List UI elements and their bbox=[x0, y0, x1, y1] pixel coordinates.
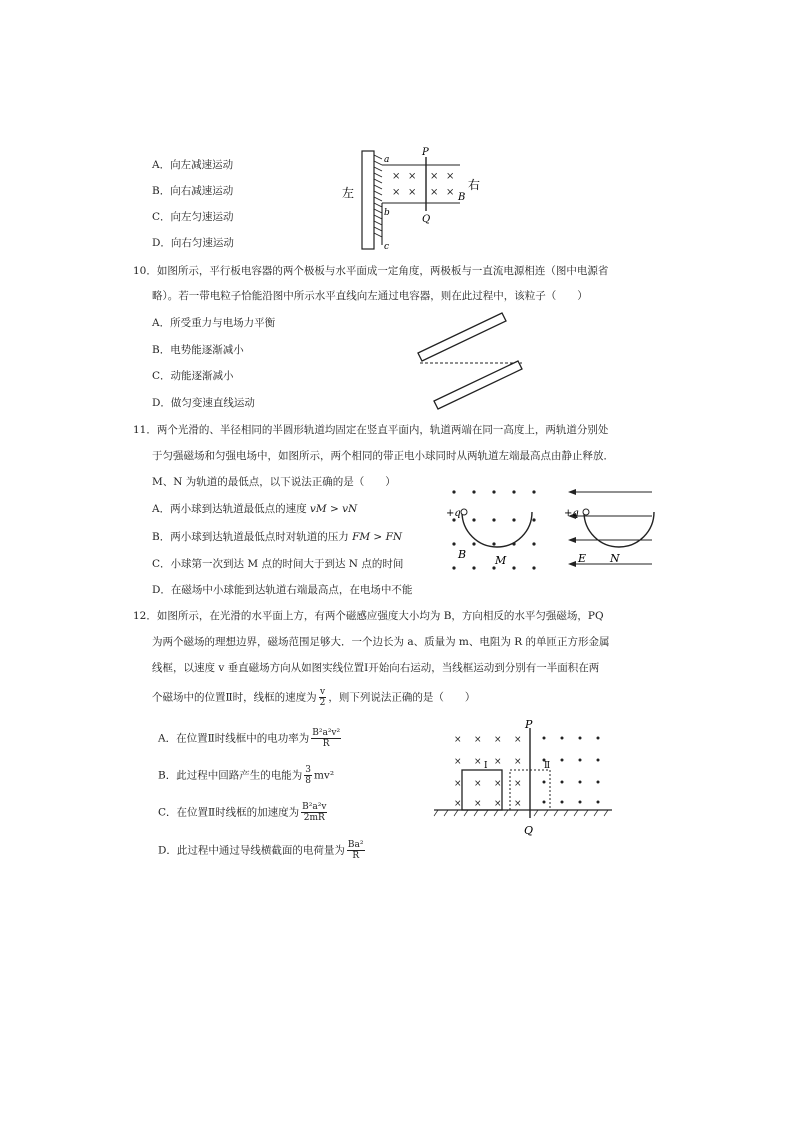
q12-speed-fraction bbox=[319, 687, 327, 708]
label-q-left: +q bbox=[446, 508, 461, 519]
label-left: 左 bbox=[342, 186, 355, 200]
svg-text:×: × bbox=[514, 799, 522, 809]
label-c: c bbox=[384, 242, 390, 252]
q12-option-c-den: 2mR bbox=[303, 813, 325, 823]
q11-figure bbox=[440, 482, 655, 582]
svg-text:×: × bbox=[408, 187, 417, 198]
svg-text:×: × bbox=[430, 187, 439, 198]
q11-option-b-math: FM > FN bbox=[352, 531, 403, 543]
q12-option-d-num: Ba² bbox=[347, 840, 364, 850]
svg-text:×: × bbox=[514, 757, 522, 767]
svg-text:×: × bbox=[454, 799, 462, 809]
svg-text:×: × bbox=[454, 735, 462, 745]
q11-option-a-math: vM > vN bbox=[309, 503, 358, 515]
svg-text:×: × bbox=[474, 779, 482, 789]
q11-option-c: C．小球第一次到达 M 点的时间大于到达 N 点的时间 bbox=[152, 558, 404, 570]
plate-top bbox=[418, 313, 506, 361]
ball-left bbox=[461, 509, 467, 515]
q12-speed-num: v bbox=[319, 687, 326, 697]
q12-option-b-den: 8 bbox=[305, 776, 311, 786]
q9-figure bbox=[340, 145, 500, 255]
q12-option-b-num: 3 bbox=[305, 765, 311, 775]
label-a: a bbox=[384, 155, 390, 165]
svg-text:×: × bbox=[446, 171, 455, 182]
svg-text:×: × bbox=[514, 735, 522, 745]
svg-text:×: × bbox=[494, 799, 502, 809]
label-position-1: Ⅰ bbox=[484, 761, 488, 771]
label-b: b bbox=[384, 208, 390, 218]
ball-right bbox=[583, 509, 589, 515]
label-q: Q bbox=[524, 824, 534, 837]
label-position-2: Ⅱ bbox=[544, 761, 551, 771]
q12-option-b-fraction bbox=[304, 765, 312, 786]
svg-text:×: × bbox=[494, 779, 502, 789]
label-p: P bbox=[525, 718, 533, 731]
q9-option-a: A．向左减速运动 bbox=[152, 159, 234, 171]
q12-option-d-den: R bbox=[352, 851, 360, 861]
q12-stem-line3: 线框，以速度 v 垂直磁场方向从如图实线位置Ⅰ开始向右运动，当线框运动到分别有一半面积在两 bbox=[152, 662, 600, 674]
q11-option-a-text: A．两小球到达轨道最低点的速度 bbox=[152, 503, 310, 515]
q10-stem-line1: 10．如图所示，平行板电容器的两个极板与水平面成一定角度，两极板与一直流电源相连（图中电源省 bbox=[133, 265, 609, 277]
q12-option-b-post: mv² bbox=[313, 769, 335, 782]
q11-option-b-text: B．两小球到达轨道最低点时对轨道的压力 bbox=[152, 531, 353, 543]
q11-option-a bbox=[152, 502, 357, 516]
q12-option-b bbox=[158, 765, 334, 786]
svg-text:×: × bbox=[392, 171, 401, 182]
q9-option-c: C．向左匀速运动 bbox=[152, 211, 234, 223]
svg-text:×: × bbox=[474, 757, 482, 767]
plate-bottom bbox=[434, 361, 522, 409]
field-marks bbox=[392, 171, 454, 198]
q12-option-c bbox=[158, 802, 329, 823]
svg-text:×: × bbox=[430, 171, 439, 182]
q12-option-a-fraction bbox=[311, 728, 341, 749]
q10-option-b: B．电势能逐渐减小 bbox=[152, 344, 244, 356]
q12-speed-den: 2 bbox=[319, 698, 326, 708]
svg-text:×: × bbox=[454, 779, 462, 789]
solenoid-coil bbox=[374, 155, 382, 237]
q9-option-b: B．向右减速运动 bbox=[152, 185, 234, 197]
q12-stem-line2: 为两个磁场的理想边界，磁场范围足够大．一个边长为 a、质量为 m、电阻为 R 的单匝正方形金属 bbox=[152, 636, 610, 648]
svg-text:×: × bbox=[474, 799, 482, 809]
svg-text:×: × bbox=[446, 187, 455, 198]
q12-option-a-text: A．在位置Ⅱ时线框中的电功率为 bbox=[158, 732, 310, 745]
q10-capacitor-figure bbox=[410, 305, 530, 415]
track-electric bbox=[584, 512, 654, 547]
label-m: M bbox=[495, 554, 507, 567]
q12-option-a-den: R bbox=[322, 739, 330, 749]
q10-option-a: A．所受重力与电场力平衡 bbox=[152, 317, 276, 329]
q12-option-c-num: B²a²v bbox=[302, 802, 327, 812]
svg-text:×: × bbox=[514, 779, 522, 789]
q12-option-c-fraction bbox=[301, 802, 327, 823]
q12-option-b-text: B．此过程中回路产生的电能为 bbox=[158, 769, 303, 782]
label-b-field: B bbox=[458, 192, 466, 203]
label-e: E bbox=[578, 552, 587, 565]
field-dots bbox=[543, 737, 600, 804]
svg-text:×: × bbox=[408, 171, 417, 182]
svg-text:×: × bbox=[494, 757, 502, 767]
q11-option-d: D．在磁场中小球能到达轨道右端最高点，在电场中不能 bbox=[152, 584, 413, 596]
track-magnetic bbox=[462, 512, 532, 547]
q10-option-c: C．动能逐渐减小 bbox=[152, 370, 234, 382]
q10-stem-line2: 略）。若一带电粒子恰能沿图中所示水平直线向左通过电容器，则在此过程中，该粒子（ ） bbox=[152, 290, 588, 302]
svg-text:×: × bbox=[474, 735, 482, 745]
q11-option-b bbox=[152, 530, 402, 544]
q10-option-d: D．做匀变速直线运动 bbox=[152, 397, 255, 409]
ground-hatch bbox=[434, 810, 608, 816]
q12-option-c-text: C．在位置Ⅱ时线框的加速度为 bbox=[158, 806, 300, 819]
q12-option-d-fraction bbox=[347, 840, 365, 861]
label-p: P bbox=[422, 147, 429, 158]
q9-option-d: D．向右匀速运动 bbox=[152, 237, 234, 249]
q12-stem-line4 bbox=[152, 687, 475, 708]
label-q: Q bbox=[422, 214, 431, 225]
label-q-right: +q bbox=[564, 508, 579, 519]
svg-text:×: × bbox=[392, 187, 401, 198]
q12-stem-line4-post: ，则下列说法正确的是（ ） bbox=[328, 691, 476, 704]
q11-stem-line2: 于匀强磁场和匀强电场中，如图所示，两个相同的带正电小球同时从两轨道左端最高点由静止释放． bbox=[152, 450, 614, 462]
solenoid-core bbox=[362, 151, 374, 249]
q12-stem-line4-text: 个磁场中的位置Ⅱ时，线框的速度为 bbox=[152, 691, 317, 704]
q12-figure bbox=[432, 718, 642, 843]
q12-option-a-num: B²a²v² bbox=[312, 728, 341, 738]
svg-text:×: × bbox=[454, 757, 462, 767]
label-n: N bbox=[610, 552, 620, 565]
electric-field-arrows bbox=[568, 489, 576, 567]
q11-stem-line1: 11．两个光滑的、半径相同的半圆形轨道均固定在竖直平面内，轨道两端在同一高度上，两轨道分别处 bbox=[133, 424, 609, 436]
q12-option-d bbox=[158, 840, 367, 861]
q11-stem-line3: M、N 为轨道的最低点，以下说法正确的是（ ） bbox=[152, 476, 396, 488]
q12-option-d-text: D．此过程中通过导线横截面的电荷量为 bbox=[158, 844, 345, 857]
q12-option-a bbox=[158, 728, 343, 749]
label-right: 右 bbox=[468, 178, 481, 192]
q12-stem-line1: 12．如图所示，在光滑的水平面上方，有两个磁感应强度大小均为 B，方向相反的水平匀强磁场，PQ bbox=[133, 610, 604, 622]
field-crosses bbox=[454, 735, 522, 809]
svg-text:×: × bbox=[494, 735, 502, 745]
label-b: B bbox=[458, 548, 467, 561]
